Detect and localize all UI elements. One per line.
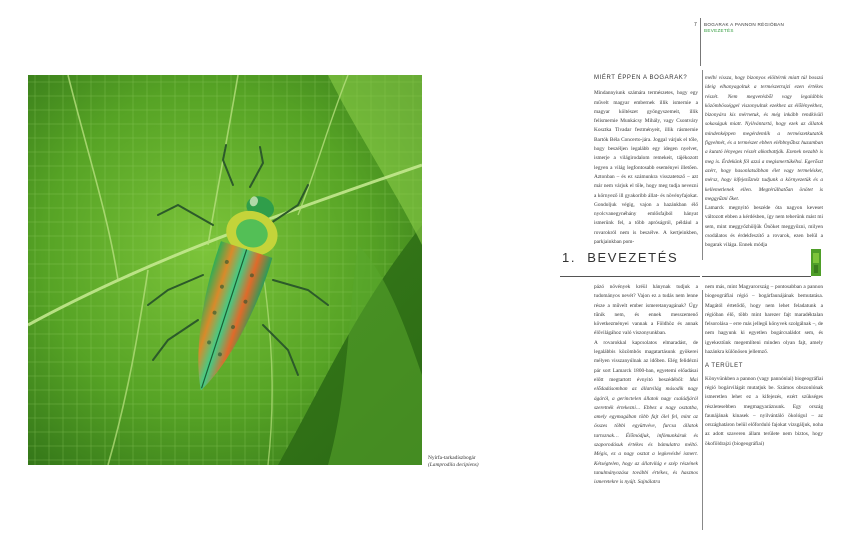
paragraph: A rovarokkal kapcsolatos elmaradást, de legalábbis közömbös magatartásunk gyökerei mélyen visszanyúlnak az időben. Elég felidézni pár sort Lamarck 1800-ban, egyetemi előadásai előtt megtartott évnyitó beszédéből: (594, 339, 698, 383)
text-column-3 (594, 283, 698, 488)
quote-paragraph: melbi vissza, hogy bizonyos elöltérnk miatt túl bosszú ideig elhanyagoltuk a természetrajzi ezen értékes részét. Nem megvetésből vagy legalábbis közömbösséggel viszonyultak ezekhez az élőlényekhez, bizonyára kis mérnetuk, és még inkább rendkívüli sokaságuk miatt. Nyilvántartá, hogy ezek az állatok mindenképpen megérdemlik a természetkutatók figyelmét, és a természet ebben elébbnyűbsz huzamban a kutató lényeges részét alkotbattják. Ezenek nezabb is meg is. Érdekünk föl azzá a megismertükéhsi. Egerőszt azért, hogy hasonlatsábban élet vagy termelésket, mérsz, hogy kifejezőznéz tudjunk a környezetük és a kellemetlenek ellen. Megtérülhatőan önötet is meggyűzni őket. (705, 75, 823, 202)
page-number: 7 (694, 22, 697, 28)
chapter-heading (562, 250, 678, 265)
paragraph: pázó növények kréül hánynak tudjuk a tudományos nevét? Vajon ez a tudás nem lenne része a művelt ember ismeretanyagának? Úgy tűnik nem, és ennek messzemenő következményei vannak a Földhöz és annak élővilágához való viszonyunkban. (594, 284, 698, 337)
paragraph: Mindannyiunk számára természetes, hogy egy művelt magyar embernek illik ismernie a magyar költészet gyöngyszemeit, illik felismernie Munkácsy Mihály, vagy Csontváry Kosztka Tivadar festményeit, illik rásmernie Bartók Béla Concerto-jára. Joggal várjuk el tőle, hogy beszéljen legalább egy idegen nyelvet, ismerje a világirodalom remekeit, tájékozott legyen a világ legfontosabb eseményei illetően. Aztonban – és ez számunkra visszatetsző – azt már nem várjuk el tőle, hogy meg tudja nevezni a környező ill gyakoribb állat- és növényfajokat. Gondoljuk végig, vajon a hazánkban élő nyolcvanegynéhány emlősfajból hányat ismerünk fel, a több apróságról, például a rovarokról nem is beszélve. A kertjeinkben, parkjainkban pom- (594, 90, 698, 246)
chapter-title: BEVEZETÉS (587, 250, 679, 265)
paragraph: nem más, mint Magyarország – pontosabban a pannon biogeográfiai régió – bogárfaunájának bemutatása. Magától értetődő, hogy nem lehet feladatunk a régióban élő, több mint harezer fajt maradéktalan felsorolása – erre más jellegű könyvek szolgálnak –, de nem hagyunk ki egyetlen bogárcsaládot sem, és igyekeztünk megemlíteni minden olyan fajt, amely hazánkra különösen jellemző. (705, 284, 823, 356)
text-column-2 (705, 74, 823, 251)
running-head (704, 22, 784, 34)
running-head-title: BOGARAK A PANNON RÉGIÓBAN (704, 22, 785, 27)
running-head-rule (700, 18, 701, 66)
section-heading-area: A TERÜLET (705, 363, 743, 370)
chapter-rule-left (560, 276, 700, 277)
section-heading-why-beetles: MIÉRT ÉPPEN A BOGARAK? (594, 75, 688, 81)
paragraph: Lamarck megnyitó beszéde óta nagyon keveset változott ebben a kérdésben, így nem teherünk mást mi sem, mint meggyőzhöljük Önöket meggyőzni, milyen csodálatos és érdekfeszítő a rovarok, ezen belül a bogarak világa. Ennek módja (705, 205, 823, 249)
text-column-4 (705, 283, 823, 449)
paragraph-with-quote (594, 339, 698, 488)
caption-common-name: Nyírfa-tarkadíszbogár (428, 455, 476, 461)
column-divider (702, 290, 703, 530)
text-column-1 (594, 74, 698, 247)
photo-caption (428, 455, 479, 469)
quote-text: Mai elődadásomban az állatvilág második nagy ágáról, a gerinctelen állatok nagy családjáról szeretnék értekezni… Ebbez a nagy osztatba, amely egymagában több fajt ölel fel, mint az összes többi együttvéve, furcsa állatok tartoznak… Élőmódjuk, infómunkáruk és szaporodásuk értékes és bámulatra méltó. Mégis, ez a nagy osztat a legkevésbé ismert. Kétségtelen, hogy az állatvilág e szép részének tanulmányozása további értékes, és hasznos ismeretekre is nyújt. Sajnálatra (594, 376, 698, 486)
running-head-section: BEVEZETÉS (704, 28, 734, 33)
chapter-thumbnail (811, 249, 821, 276)
paragraph: Könyvünkben a pannon (vagy pannóniai) biogeográfiai régió bogárvilágát mutatjuk be. Számos obszonlónak ismeretlen lehet ez a kifejezés, ezért szükséges részletesebben megmagyaráznunk. Egy ország faunájának kinasek – nyilvántáló ökológul – az országhatáron belül előforduló fajokat vizsgáljuk, noha az adott szaveren állam területe nem biztos, hogy ökoföldrajzi (biogeográfiai) (705, 375, 823, 447)
beetle-photo (28, 75, 422, 465)
column-divider (702, 70, 703, 260)
chapter-number: 1. (562, 250, 577, 265)
chapter-rule-right (702, 276, 811, 277)
caption-latin-name: (Lamprodila decipiens) (428, 462, 479, 468)
